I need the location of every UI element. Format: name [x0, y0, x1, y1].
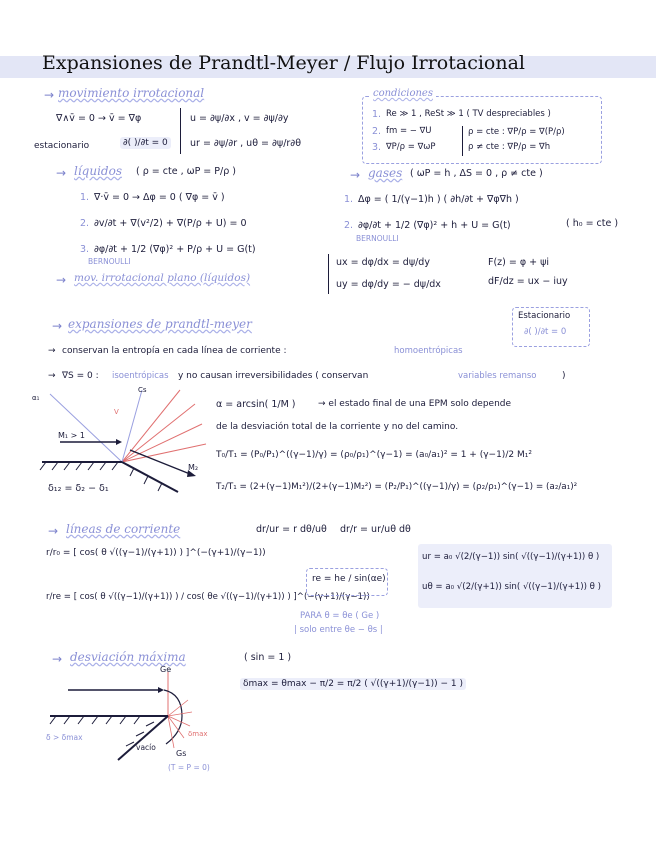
- lineas-ut: uθ = a₀ √(2/(γ+1)) sin( √((γ−1)/(γ+1)) θ ): [422, 582, 602, 592]
- bullet-arrow: →: [350, 168, 361, 182]
- eq-uv: u = ∂ψ/∂x , v = ∂ψ/∂y: [190, 113, 289, 124]
- gas-eq-2b: ( h₀ = cte ): [566, 218, 619, 229]
- heading-liquidos: líquidos: [74, 164, 122, 178]
- cond-3b: ρ ≠ cte : ∇P/ρ = ∇h: [468, 142, 551, 152]
- bullet-arrow: →: [52, 652, 63, 666]
- fig-label-m1: M₁ > 1: [58, 431, 85, 440]
- page-title: Expansiones de Prandtl-Meyer / Flujo Irrotacional: [42, 52, 525, 74]
- gases-cond: ( ωP = h , ΔS = 0 , ρ ≠ cte ): [410, 168, 543, 179]
- fig-label-m2: M₂: [188, 463, 199, 472]
- fig-label-vacio: vacío: [136, 743, 156, 752]
- pm-line2e: ): [562, 371, 566, 381]
- liq-num-1: 1.: [80, 192, 90, 203]
- liq-eq-3: ∂φ/∂t + 1/2 (∇φ)² + P/ρ + U = G(t): [94, 244, 256, 255]
- desv-cond: ( sin = 1 ): [244, 652, 292, 663]
- fig-label-alpha: α₁: [32, 394, 40, 402]
- fig-label-tp: (T = P = 0): [168, 763, 210, 772]
- lineas-solo: | solo entre θe − θs |: [294, 625, 383, 635]
- plano-dF: dF/dz = ux − iuy: [488, 276, 568, 287]
- heading-lineas: líneas de corriente: [66, 522, 181, 536]
- heading-desviacion: desviación máxima: [70, 650, 186, 664]
- label-estacionario: estacionario: [34, 141, 90, 151]
- desv-eq: δmax = θmax − π/2 = π/2 ( √((γ+1)/(γ−1)) − 1 ): [240, 678, 466, 690]
- heading-prandtl-meyer: expansiones de prandtl-meyer: [68, 317, 252, 331]
- cond-1: Re ≫ 1 , ReSt ≫ 1 ( TV despreciables ): [386, 109, 551, 119]
- gas-num-2: 2.: [344, 220, 354, 231]
- fig-label-ce: Ge: [160, 665, 172, 674]
- plano-brace: [328, 254, 329, 294]
- lineas-r1: r/r₀ = [ cos( θ √((γ−1)/(γ+1)) ) ]^(−(γ+1)/(γ−1)): [46, 548, 266, 558]
- pm-homoentropicas: homoentrópicas: [394, 346, 463, 356]
- pm-ratio-1: T₀/T₁ = (P₀/P₁)^((γ−1)/γ) = (ρ₀/ρ₁)^(γ−1) = (a₀/a₁)² = 1 + (γ−1)/2 M₁²: [216, 450, 532, 460]
- liq-num-2: 2.: [80, 218, 90, 229]
- pm-line2a: ∇S = 0 :: [62, 371, 99, 381]
- liq-eq-2: ∂v/∂t + ∇(v²/2) + ∇(P/ρ + U) = 0: [94, 218, 247, 229]
- cond-num-3: 3.: [372, 142, 382, 153]
- lineas-para: PARA θ = θe ( Ge ): [300, 611, 380, 621]
- pm-line1: conservan la entropía en cada línea de corriente :: [62, 346, 287, 356]
- flow-arrowhead-1: [116, 439, 122, 445]
- cond-num-1: 1.: [372, 109, 382, 120]
- liq-eq-1: ∇·v̄ = 0 → Δφ = 0 ( ∇φ = v̄ ): [94, 192, 225, 203]
- pm-line2c: y no causan irreversibilidades ( conservan: [178, 371, 369, 381]
- bullet-arrow: →: [48, 524, 59, 538]
- cond-brace: [462, 126, 463, 156]
- heading-gases: gases: [368, 166, 403, 180]
- fig-label-v: V: [114, 408, 119, 416]
- plano-F: F(z) = φ + ψi: [488, 257, 550, 268]
- plano-uy: uy = dφ/dy = − dψ/dx: [336, 279, 441, 290]
- estacionario-label: Estacionario: [518, 311, 571, 321]
- lineas-re: re = he / sin(αe): [312, 574, 386, 584]
- cond-num-2: 2.: [372, 126, 382, 137]
- bullet-arrow: →: [56, 273, 67, 287]
- wall-bottom: [118, 716, 168, 760]
- heading-plano: mov. irrotacional plano (líquidos): [74, 272, 251, 284]
- heading-condiciones: condiciones: [370, 88, 436, 99]
- max-deflection-figure: [40, 664, 240, 776]
- gas-bernoulli: BERNOULLI: [356, 234, 399, 243]
- bullet-arrow: →: [52, 319, 63, 333]
- pm-delta: δ₁₂ = δ₂ − δ₁: [48, 483, 109, 494]
- gas-eq-1: Δφ = ( 1/(γ−1)h ) ( ∂h/∂t + ∇φ∇h ): [358, 194, 519, 205]
- fig-label-cs: Cs: [138, 386, 147, 394]
- plano-ux: ux = dφ/dx = dψ/dy: [336, 257, 430, 268]
- gas-eq-2: ∂φ/∂t + 1/2 (∇φ)² + h + U = G(t): [358, 220, 511, 231]
- mach-line-1: [50, 394, 122, 462]
- lineas-d2: dr/r = ur/uθ dθ: [340, 524, 411, 535]
- bullet-arrow: →: [48, 371, 56, 381]
- bullet-arrow: →: [44, 88, 55, 102]
- fan-lines: [168, 700, 192, 748]
- pm-alpha: α = arcsin( 1/M ): [216, 399, 296, 410]
- liq-bernoulli: BERNOULLI: [88, 257, 131, 266]
- cond-2: fm = − ∇U: [386, 126, 432, 136]
- eq-ddt-zero: ∂( )/∂t = 0: [120, 137, 171, 149]
- cond-3a: ρ = cte : ∇P/ρ = ∇(P/ρ): [468, 127, 565, 137]
- eq-irrotational: ∇∧v̄ = 0 → v̄ = ∇φ: [56, 113, 142, 124]
- liq-num-3: 3.: [80, 244, 90, 255]
- pm-desc2: de la desviación total de la corriente y no del camino.: [216, 422, 459, 432]
- fig-label-cs: Gs: [176, 749, 187, 758]
- gas-num-1: 1.: [344, 194, 354, 205]
- lineas-r2: r/re = [ cos( θ √((γ−1)/(γ+1)) ) / cos( θe √((γ−1)/(γ+1)) ) ]^(−(γ+1)/(γ−1)): [46, 592, 370, 602]
- pm-remanso: variables remanso: [458, 371, 537, 381]
- estacionario-eq: ∂( )/∂t = 0: [524, 327, 567, 337]
- eq-polar: ur = ∂ψ/∂r , uθ = ∂ψ/r∂θ: [190, 138, 302, 149]
- lineas-d1: dr/ur = r dθ/uθ: [256, 524, 327, 535]
- brace-divider: [180, 108, 181, 154]
- flow-arrowhead: [158, 687, 164, 693]
- cond-3: ∇P/ρ = ∇ωP: [386, 142, 436, 152]
- fig-label-dmax: δmax: [188, 730, 208, 738]
- heading-mov-irrotacional: movimiento irrotacional: [58, 86, 205, 100]
- fig-label-cond: δ > δmax: [46, 733, 83, 742]
- pm-desc1: → el estado final de una EPM solo depende: [318, 399, 512, 409]
- lineas-ur: ur = a₀ √(2/(γ−1)) sin( √((γ−1)/(γ+1)) θ ): [422, 552, 600, 562]
- pm-ratio-2: T₂/T₁ = (2+(γ−1)M₁²)/(2+(γ−1)M₂²) = (P₂/P₁)^((γ−1)/γ) = (ρ₂/ρ₁)^(γ−1) = (a₂/a₁)²: [216, 482, 578, 492]
- bullet-arrow: →: [48, 346, 56, 356]
- bullet-arrow: →: [56, 166, 67, 180]
- liquidos-cond: ( ρ = cte , ωP = P/ρ ): [136, 166, 236, 177]
- pm-isoentropicas: isoentrópicas: [112, 371, 169, 381]
